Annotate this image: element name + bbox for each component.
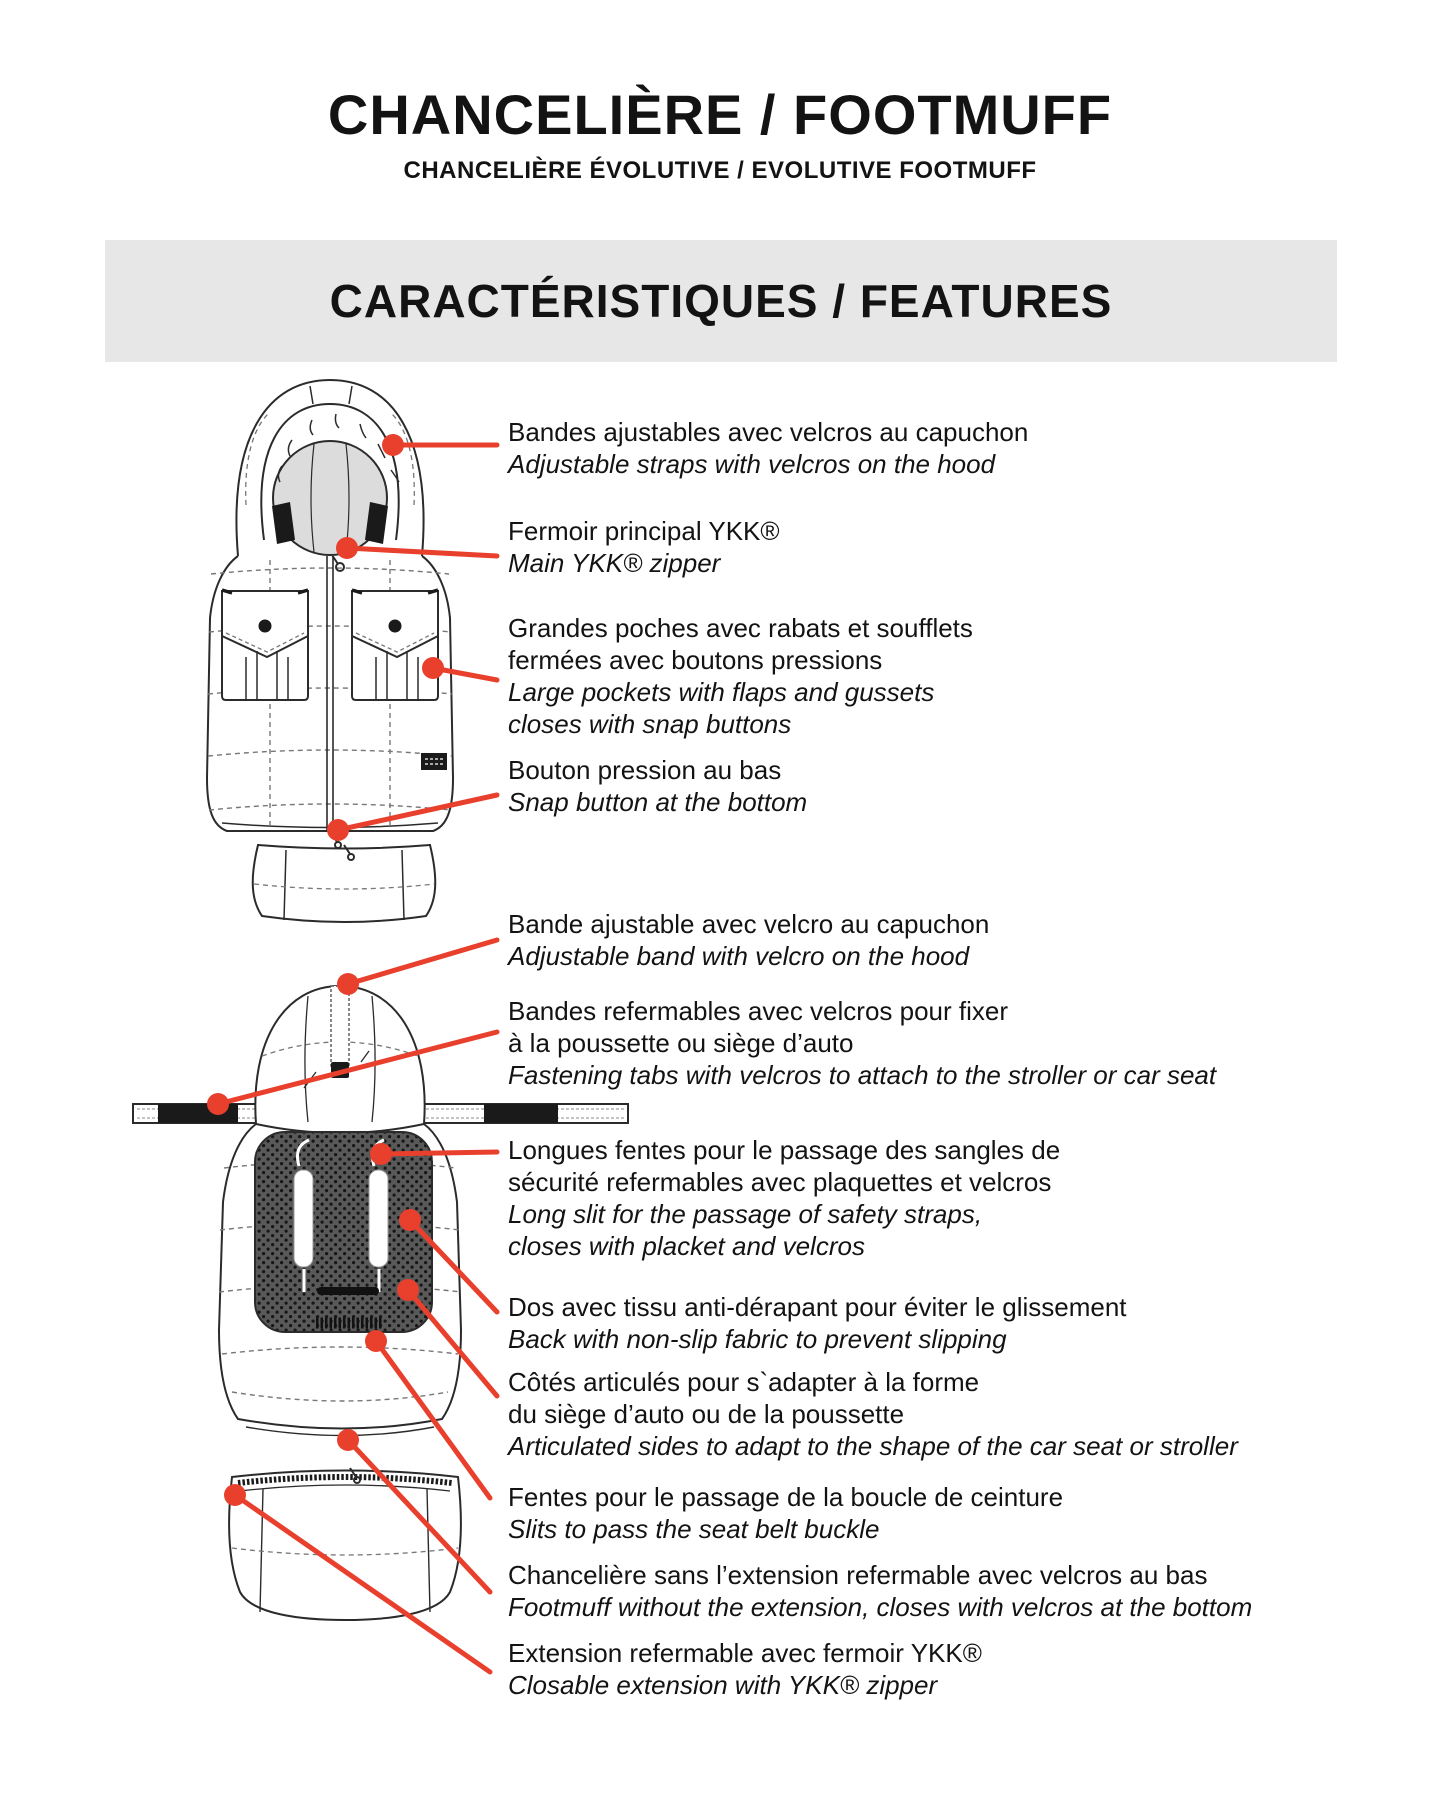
- callout-text-en: Main YKK® zipper: [508, 548, 721, 578]
- callout-pockets: [508, 612, 973, 740]
- callout-dot: [365, 1330, 387, 1352]
- callout-dot: [207, 1093, 229, 1115]
- callout-dot: [422, 657, 444, 679]
- callout-text-fr: à la poussette ou siège d’auto: [508, 1028, 854, 1058]
- callout-text-fr: Grandes poches avec rabats et soufflets: [508, 613, 973, 643]
- callout-text-fr: Dos avec tissu anti-dérapant pour éviter le glissement: [508, 1292, 1127, 1322]
- page-subtitle: CHANCELIÈRE ÉVOLUTIVE / EVOLUTIVE FOOTMUFF: [403, 157, 1037, 184]
- hood-velcro-band: [331, 986, 349, 1066]
- back-extension: [229, 1468, 461, 1620]
- callout-text-fr: du siège d’auto ou de la poussette: [508, 1399, 905, 1429]
- callout-dot: [337, 973, 359, 995]
- safety-strap-slit-right: [369, 1170, 388, 1267]
- callout-text-en: Footmuff without the extension, closes with velcros at the bottom: [508, 1592, 1253, 1622]
- callout-text-fr: Extension refermable avec fermoir YKK®: [508, 1638, 982, 1668]
- callout-fastening-tabs: [508, 995, 1216, 1091]
- callout-text-fr: sécurité refermables avec plaquettes et velcros: [508, 1167, 1052, 1197]
- callout-dot: [399, 1209, 421, 1231]
- safety-strap-slit-left: [294, 1170, 313, 1267]
- callout-text-en: Slits to pass the seat belt buckle: [508, 1514, 880, 1544]
- front-extension: [253, 845, 435, 922]
- callout-text-fr: fermées avec boutons pressions: [508, 645, 883, 675]
- callout-text-fr: Bandes ajustables avec velcros au capuchon: [508, 417, 1029, 447]
- callout-text-fr: Côtés articulés pour s`adapter à la forme: [508, 1367, 980, 1397]
- callout-text-en: Adjustable straps with velcros on the hood: [508, 449, 996, 479]
- callout-text-en: Large pockets with flaps and gussets: [508, 677, 935, 707]
- snap-button: [389, 620, 402, 633]
- anti-slip-panel: [255, 1132, 432, 1332]
- callout-text-fr: Bande ajustable avec velcro au capuchon: [508, 909, 990, 939]
- callout-bottom-snap: [508, 754, 807, 818]
- front-hood: [236, 380, 423, 556]
- fastening-strap-right: [412, 1104, 628, 1123]
- front-pocket-left: [222, 590, 308, 700]
- callout-non-slip-back: [508, 1291, 1127, 1355]
- callout-text-fr: Bandes refermables avec velcros pour fixer: [508, 996, 1009, 1026]
- brand-tag: [421, 753, 447, 770]
- snap-button: [259, 620, 272, 633]
- page-title: CHANCELIÈRE / FOOTMUFF: [327, 83, 1113, 146]
- fastening-strap-left: [133, 1104, 268, 1123]
- callout-text-en: Adjustable band with velcro on the hood: [508, 941, 970, 971]
- callout-text-en: Long slit for the passage of safety straps,: [508, 1199, 983, 1229]
- callout-dot: [336, 537, 358, 559]
- callout-text-en: Closable extension with YKK® zipper: [508, 1670, 938, 1700]
- callout-main-zipper: [508, 515, 780, 579]
- callout-closable-extension: [508, 1637, 982, 1701]
- callout-text-fr: Longues fentes pour le passage des sangles de: [508, 1135, 1061, 1165]
- callout-dot: [397, 1279, 419, 1301]
- callout-safety-strap-slits: [508, 1134, 1060, 1262]
- features-banner-heading: CARACTÉRISTIQUES / FEATURES: [329, 275, 1113, 327]
- callout-text-en: Back with non-slip fabric to prevent slipping: [508, 1324, 1007, 1354]
- callout-text-fr: Bouton pression au bas: [508, 755, 782, 785]
- callout-dot: [370, 1143, 392, 1165]
- callout-articulated-sides: [508, 1366, 1238, 1462]
- callout-dot: [382, 434, 404, 456]
- front-view-illustration: [207, 380, 453, 922]
- callout-dot: [337, 1429, 359, 1451]
- callout-line: [381, 1152, 497, 1154]
- callout-text-en: Articulated sides to adapt to the shape of the car seat or stroller: [508, 1431, 1238, 1461]
- callout-dot: [327, 819, 349, 841]
- callout-text-fr: Fentes pour le passage de la boucle de ceinture: [508, 1482, 1064, 1512]
- callout-text-en: Fastening tabs with velcros to attach to the stroller or car seat: [508, 1060, 1217, 1090]
- callout-dot: [224, 1484, 246, 1506]
- belt-buckle-slit-top: [317, 1287, 379, 1295]
- callout-hood-band: [508, 908, 989, 972]
- callout-line: [348, 940, 497, 984]
- callout-text-en: closes with snap buttons: [508, 709, 792, 739]
- callout-footmuff-without-extension: [508, 1559, 1252, 1623]
- callout-text-fr: Chancelière sans l’extension refermable avec velcros au bas: [508, 1560, 1208, 1590]
- callout-belt-buckle-slits: [508, 1481, 1063, 1545]
- callout-text-fr: Fermoir principal YKK®: [508, 516, 780, 546]
- callout-text-en: Snap button at the bottom: [508, 787, 808, 817]
- callout-text-en: closes with placket and velcros: [508, 1231, 865, 1261]
- front-pocket-right: [352, 590, 438, 700]
- callout-hood-straps: [508, 416, 1028, 480]
